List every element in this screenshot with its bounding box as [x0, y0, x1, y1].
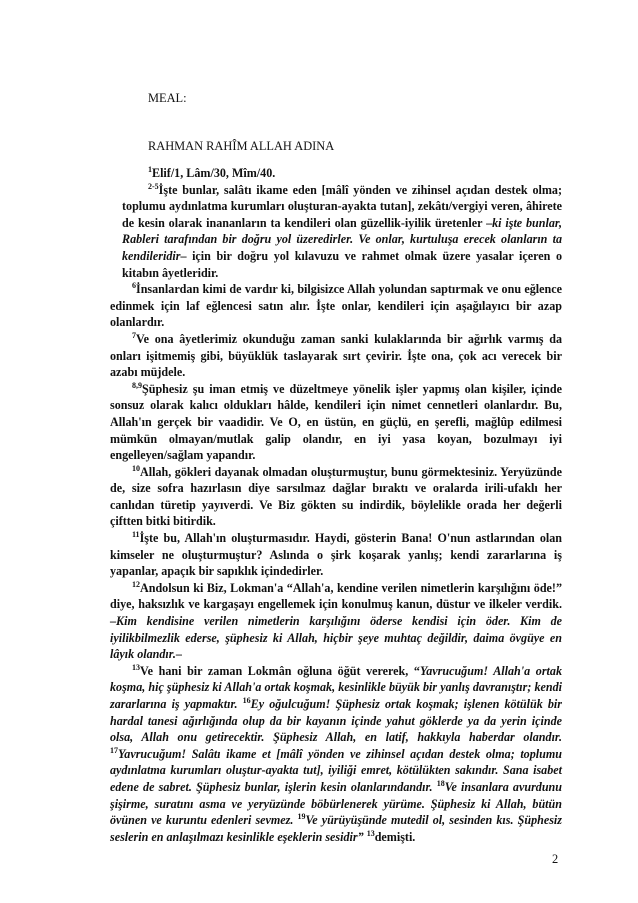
verse-text: – [175, 647, 182, 662]
verse-number: 2-5 [148, 181, 159, 191]
verse-text-italic: Yavrucuğum! Salâtı ikame et [mâlî yönden ve zihinsel açıdan destek olma; toplumu aydınlatma kurumları oluştur-ayakta tut], iyiliği emret, kötülükten sakındır. Sana isabet edene de sabret. Şüphesiz bunlar, işlerin kesin olanlarındandır. [110, 746, 562, 794]
verse-text: Ve ona âyetlerimiz okunduğu zaman sanki kulaklarında bir ağırlık varmış da onları işitmemiş gibi, büyüklük taslayarak sırt çevirir. İşte ona, çok acı verecek bir azabı müjdele. [110, 331, 562, 380]
verse-text: Andolsun ki Biz, Lokman'a “Allah'a, kendine verilen nimetlerin karşılığını öde!” diye, haksızlık ve kargaşayı engellemek için konulmuş kanun, düstur ve ilkeler verdik. – [110, 580, 562, 629]
verse-number: 19 [297, 812, 306, 822]
verse-number: 13 [132, 662, 140, 672]
verse-number: 8,9 [132, 380, 142, 390]
verse-number: 1 [148, 165, 152, 174]
verse-number: 11 [132, 530, 140, 540]
verse-text: Ve hani bir zaman Lokmân oğluna öğüt vererek, “ [140, 663, 420, 678]
verse-number: 13 [366, 828, 375, 838]
verse-number: 12 [132, 579, 140, 589]
verse-text: İşte bunlar, salâtı ikame eden [mâlî yönden ve zihinsel açıdan destek olma; toplumu aydınlatma kurumları oluşturan-ayakta tutan], zekâtı/vergiyi veren, âhirete de kesin olarak inananların ta kendileri olan güzellik-iyilik üretenler – [122, 182, 562, 230]
verse-8-9 [110, 381, 562, 464]
verse-text-italic: Yavrucuğum! Allah'a ortak koşma, hiç şüphesiz ki Allah'a ortak koşmak, kesinlikle büyük bir yanlış davranıştır; kendi zararlarına iş yapmaktır. [110, 663, 562, 711]
page-number: 2 [552, 852, 559, 866]
verse-number: 7 [132, 330, 136, 340]
verse-11 [110, 530, 562, 580]
verse-text-italic: Ve yürüyüşünde mutedil ol, sesinden kıs. Şüphesiz seslerin en anlaşılmazı kesinlikle eşeklerin sesidir” [110, 813, 562, 844]
verse-10 [110, 464, 562, 530]
verse-text-italic: Ey oğulcuğum! Şüphesiz ortak koşmak; işlenen kötülük bir hardal tanesi ağırlığında olup da bir kayanın içinde yahut göklerde ya da yerin içinde olsa, Allah onu getirecektir. Şüphesiz Allah, en latif, hakkıyla haberdar olandır. [110, 697, 562, 745]
verse-6 [110, 281, 562, 331]
verse-2-5 [122, 182, 562, 282]
verse-text-italic: ki işte bunlar, Rableri tarafından bir doğru yol üzeredirler. Ve onlar, kurtuluşa erecek olanların ta kendileridir [122, 215, 562, 263]
verse-text: İnsanlardan kimi de vardır ki, bilgisizce Allah yolundan saptırmak ve onu eğlence edinmek için laf eğlencesi satın alır. İşte onlar, kendileri için aşağılayıcı bir azap olanlardır. [110, 282, 562, 330]
verse-7 [110, 331, 562, 381]
verse-text: Elif/1, Lâm/30, Mîm/40. [152, 166, 276, 180]
verse-text-italic: Ve insanlara avurdunu şişirme, suratını asma ve yeryüzünde böbürlenerek yürüme. Şüphesiz ki Allah, bütün övünen ve kuruntu edenleri sevmez. [110, 779, 563, 828]
verse-number: 6 [132, 281, 136, 291]
verse-text: – için bir doğru yol kılavuzu ve rahmet olmak üzere yasalar içeren o kitabın âyetleridir. [122, 248, 562, 280]
verse-12 [110, 580, 562, 663]
verse-number: 10 [132, 463, 140, 473]
verse-number: 17 [110, 745, 118, 755]
verse-text: demişti. [374, 829, 416, 844]
verse-1 [122, 165, 562, 182]
verse-number: 18 [436, 778, 445, 788]
verse-text-italic: Kim kendisine verilen nimetlerin karşılığını öderse kendisi için öder. Kim de iyilikbilmezlik ederse, şüphesiz ki Allah, hiçbir şeye muhtaç değildir, daima övgüye en lâyık olandır. [110, 614, 562, 662]
meal-heading: MEAL: [148, 91, 187, 105]
indented-block [110, 165, 562, 281]
basmala-heading: RAHMAN RAHÎM ALLAH ADINA [148, 139, 335, 153]
translation-body [110, 165, 562, 845]
verse-text: İşte bu, Allah'ın oluşturmasıdır. Haydi, gösterin Bana! O'nun astlarından olan kimseler ne oluşturmuştur? Aslında o şirk koşarak yanlış; kendi zararlarına iş yapanlar, apaçık bir sapıklık içindedirler. [110, 531, 562, 579]
verse-text: Şüphesiz şu iman etmiş ve düzeltmeye yönelik işler yapmış olan kişiler, içinde sonsuz olarak kalıcı oldukları hâlde, kendileri için nimet cennetleri olanlardır. Bu, Allah'ın gerçek bir vaadidir. Ve O, en üstün, en güçlü, en şerefli, mağlûp edilmesi mümkün olmayan/mutlak galip olandır, en iyi yasa koyan, bozulmayı iyi engelleyen/sağlam yapandır. [110, 381, 562, 463]
verse-text: Allah, gökleri dayanak olmadan oluşturmuştur, bunu görmektesiniz. Yeryüzünde de, size sofra hazırlasın diye sarsılmaz dağlar bıraktı ve oralarda irili-ufaklı her canlıdan türetip yayıverdi. Ve Biz gökten su indirdik, böylelikle orada her değerli çiftten bitki bitirdik. [110, 464, 562, 529]
verse-13-19 [110, 663, 562, 846]
verse-number: 16 [242, 696, 251, 705]
